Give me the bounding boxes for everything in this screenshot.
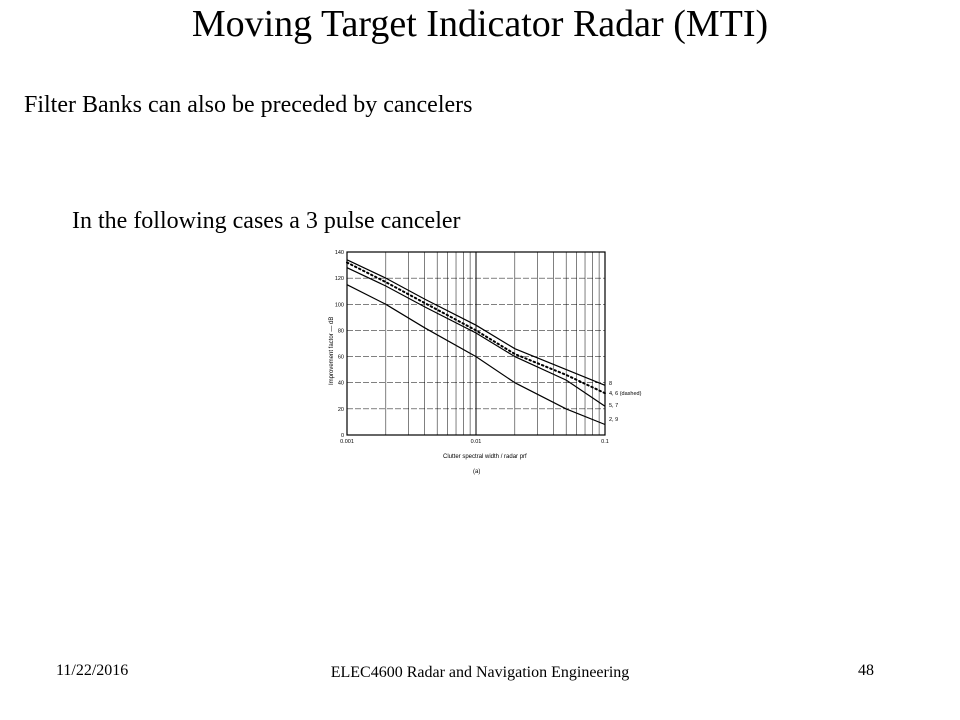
x-tick-label: 0.1	[601, 439, 609, 445]
body-line-filter-banks: Filter Banks can also be preceded by cancelers	[24, 92, 473, 118]
chart-subcaption: (a)	[473, 469, 481, 475]
chart-grid	[347, 252, 605, 435]
body-line-three-pulse: In the following cases a 3 pulse canceler	[72, 208, 461, 234]
chart-curve-labels	[609, 381, 642, 423]
footer-course: ELEC4600 Radar and Navigation Engineering	[330, 664, 630, 681]
y-tick-label: 80	[337, 328, 344, 335]
curve-label: 2, 9	[609, 417, 619, 423]
y-tick-label: 60	[337, 354, 344, 361]
y-tick-label: 0	[340, 433, 344, 439]
footer-date: 11/22/2016	[56, 662, 129, 679]
curve-label: 5, 7	[609, 403, 619, 409]
x-tick-label: 0.01	[470, 439, 482, 445]
y-tick-label: 100	[334, 302, 344, 309]
footer-page-number: 48	[858, 662, 874, 679]
chart-svg	[325, 245, 642, 480]
x-tick-label: 0.001	[340, 439, 354, 445]
y-tick-label: 140	[334, 250, 344, 256]
curve-label: 4, 6 (dashed)	[609, 391, 642, 397]
y-tick-label: 40	[337, 380, 344, 387]
slide-title: Moving Target Indicator Radar (MTI)	[191, 3, 769, 45]
improvement-factor-chart	[325, 245, 642, 485]
y-tick-label: 120	[334, 276, 344, 283]
x-axis-label: Clutter spectral width / radar prf	[443, 454, 527, 460]
y-axis-label: Improvement factor — dB	[329, 316, 335, 385]
chart-ticks	[335, 250, 609, 445]
curve-label: 8	[609, 381, 613, 387]
y-tick-label: 20	[337, 406, 344, 413]
